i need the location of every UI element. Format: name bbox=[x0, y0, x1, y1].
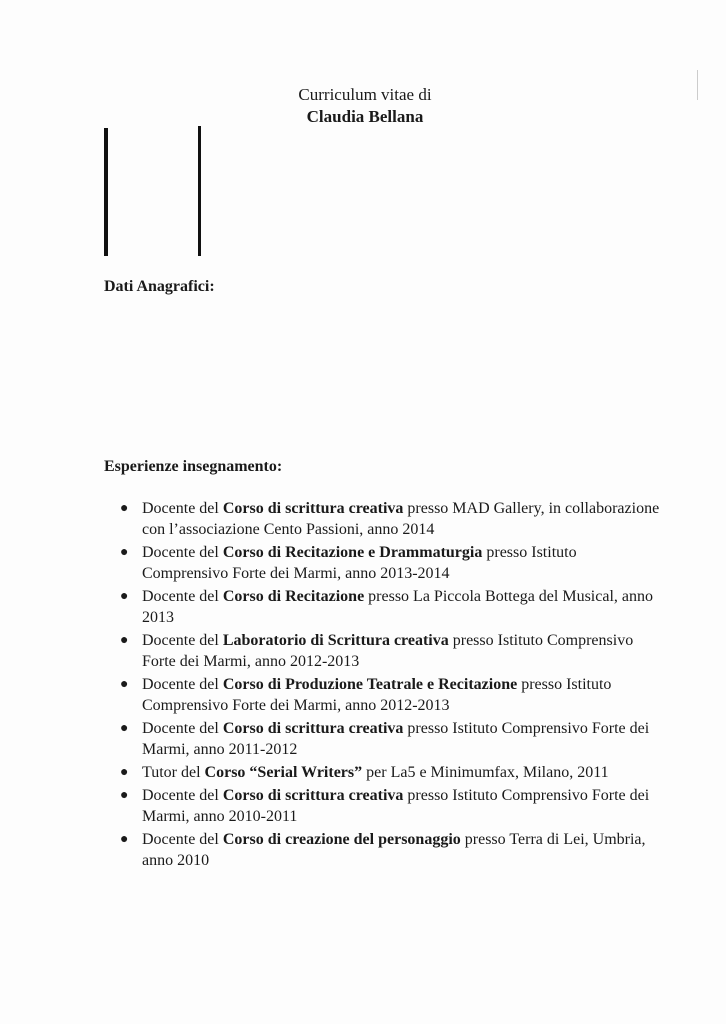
list-item: ● Docente del Corso di scrittura creativa presso MAD Gallery, in collaborazione con l’associazione Cento Passioni, anno 2014 bbox=[120, 500, 660, 538]
bullet-icon: ● bbox=[120, 545, 129, 560]
section-heading-dati-anagrafici: Dati Anagrafici: bbox=[104, 278, 215, 295]
experience-list bbox=[100, 498, 662, 873]
cv-person-name: Claudia Bellana bbox=[306, 107, 424, 126]
bullet-icon: ● bbox=[120, 589, 129, 604]
bullet-icon: ● bbox=[120, 677, 129, 692]
list-item: ● Docente del Corso di Produzione Teatrale e Recitazione presso Istituto Comprensivo Forte dei Marmi, anno 2012-2013 bbox=[120, 676, 612, 714]
list-item: ● Docente del Corso di Recitazione presso La Piccola Bottega del Musical, anno 2013 bbox=[120, 588, 653, 626]
scan-artifact bbox=[697, 70, 698, 100]
bullet-icon: ● bbox=[120, 721, 129, 736]
list-item: ● Docente del Corso di scrittura creativa presso Istituto Comprensivo Forte dei Marmi, anno 2010-2011 bbox=[120, 787, 650, 825]
redaction-mark-left bbox=[104, 128, 108, 256]
cv-header bbox=[250, 84, 480, 128]
redaction-mark-right bbox=[198, 126, 201, 256]
bullet-icon: ● bbox=[120, 788, 129, 803]
list-item: ● Tutor del Corso “Serial Writers” per La5 e Minimumfax, Milano, 2011 bbox=[120, 764, 609, 781]
section-heading-esperienze: Esperienze insegnamento: bbox=[104, 458, 283, 475]
bullet-icon: ● bbox=[120, 832, 129, 847]
cv-title: Curriculum vitae di bbox=[298, 85, 432, 104]
bullet-icon: ● bbox=[120, 633, 129, 648]
list-item: ● Docente del Laboratorio di Scrittura creativa presso Istituto Comprensivo Forte dei Marmi, anno 2012-2013 bbox=[120, 632, 634, 670]
list-item: ● Docente del Corso di creazione del personaggio presso Terra di Lei, Umbria, anno 2010 bbox=[120, 831, 646, 869]
bullet-icon: ● bbox=[120, 501, 129, 516]
list-item: ● Docente del Corso di scrittura creativa presso Istituto Comprensivo Forte dei Marmi, anno 2011-2012 bbox=[120, 720, 650, 758]
bullet-icon: ● bbox=[120, 765, 129, 780]
list-item: ● Docente del Corso di Recitazione e Drammaturgia presso Istituto Comprensivo Forte dei Marmi, anno 2013-2014 bbox=[120, 544, 577, 582]
